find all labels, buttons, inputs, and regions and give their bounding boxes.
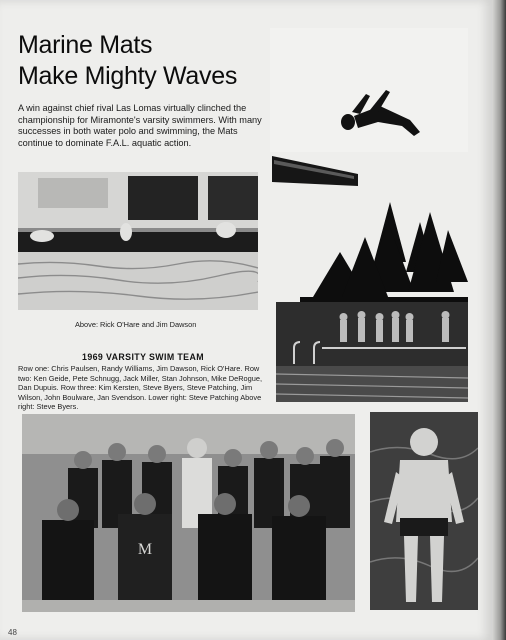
intro-paragraph: A win against chief rival Las Lomas virtually clinched the championship for Miramonte's varsity swimmers. With many successes in both water polo and swimming, the Mats continue to dominate F.A.L. aquatic action. <box>18 103 262 148</box>
jacket-letter: M <box>137 541 153 558</box>
diving-board-photo <box>270 152 468 402</box>
team-roster: Row one: Chris Paulsen, Randy Williams, Jim Dawson, Rick O'Hare. Row two: Ken Geide, Pete Schnugg, Jack Miller, Stan Johnson, Mike DeRogue, Dan Dupuis. Row three: Kim Kersten, Steve Byers, Steve Patching, Jim Wilson, John Boulware, Jan Svendson. Lower right: Steve Patching Above right: Steve Byers. <box>18 364 263 412</box>
team-title: 1969 VARSITY SWIM TEAM <box>82 352 204 362</box>
headline <box>18 30 237 92</box>
team-photo <box>22 414 355 612</box>
page-number: 48 <box>8 628 17 637</box>
pool-photo-caption: Above: Rick O'Hare and Jim Dawson <box>75 320 197 329</box>
headline-line-1: Marine Mats <box>18 31 153 59</box>
pool-photo <box>18 172 258 310</box>
headline-line-2: Make Mighty Waves <box>18 62 238 90</box>
swimmer-portrait-photo <box>370 412 478 610</box>
page-edge <box>492 0 506 640</box>
